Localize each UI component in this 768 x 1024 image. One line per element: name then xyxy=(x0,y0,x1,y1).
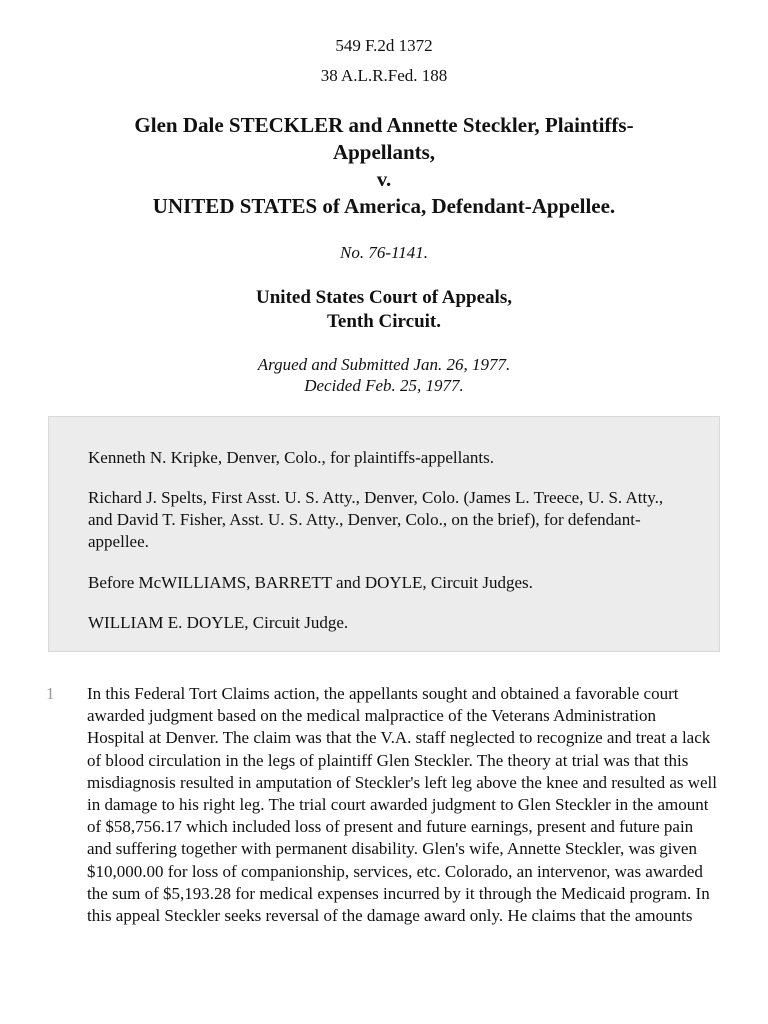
alr-citation: 38 A.L.R.Fed. 188 xyxy=(320,66,448,85)
caption-parties-line1: Glen Dale STECKLER and Annette Steckler, Plaintiffs- xyxy=(134,113,634,137)
defendant-counsel: Richard J. Spelts, First Asst. U. S. Atty., Denver, Colo. (James L. Treece, U. S. Atty., and David T. Fisher, Asst. U. S. Atty., Denver, Colo., on the brief), for defendant-appellee. xyxy=(88,488,664,551)
opinion-author: WILLIAM E. DOYLE, Circuit Judge. xyxy=(88,613,349,632)
caption-parties-line2: Appellants, xyxy=(332,140,436,164)
paragraph-number: 1 xyxy=(46,684,55,703)
caption-versus: v. xyxy=(376,167,392,191)
plaintiff-counsel: Kenneth N. Kripke, Denver, Colo., for plaintiffs-appellants. xyxy=(88,448,494,467)
argued-date: Argued and Submitted Jan. 26, 1977. xyxy=(257,355,511,374)
caption-defendant: UNITED STATES of America, Defendant-Appellee. xyxy=(152,194,616,218)
opinion-paragraph: In this Federal Tort Claims action, the appellants sought and obtained a favorable court awarded judgment based on the medical malpractice of the Veterans Administration Hospital at Denver. The claim was that the V.A. staff neglected to recognize and treat a lack of blood circulation in the legs of plaintiff Glen Steckler. The theory at trial was that this misdiagnosis resulted in amputation of Steckler's left leg above the knee and resulted as well in damage to his right leg. The trial court awarded judgment to Glen Steckler in the amount of $58,756.17 which included loss of present and future earnings, present and future pain and suffering together with permanent disability. Glen's wife, Annette Steckler, was given $10,000.00 for loss of companionship, services, etc. Colorado, an intervenor, was awarded the sum of $5,193.28 for medical expenses incurred by it through the Medicaid program. In this appeal Steckler seeks reversal of the damage award only. He claims that the amounts xyxy=(87,684,718,926)
case-caption xyxy=(60,112,708,220)
judges-panel: Before McWILLIAMS, BARRETT and DOYLE, Circuit Judges. xyxy=(88,573,533,592)
decided-date: Decided Feb. 25, 1977. xyxy=(304,376,464,395)
court-name xyxy=(0,286,768,334)
case-dates xyxy=(0,354,768,396)
court-name-line1: United States Court of Appeals, xyxy=(256,287,512,308)
docket-number: No. 76-1141. xyxy=(340,243,428,262)
reporter-citation: 549 F.2d 1372 xyxy=(335,36,433,55)
court-name-line2: Tenth Circuit. xyxy=(326,311,442,332)
counsel-panel xyxy=(48,416,720,652)
